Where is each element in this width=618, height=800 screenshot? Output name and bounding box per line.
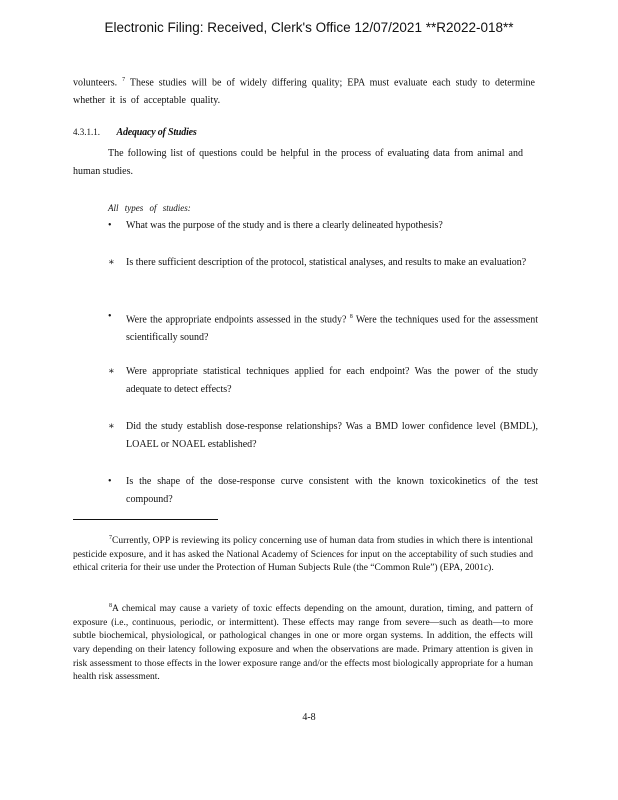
bullet-mark: • [108, 476, 112, 487]
list-item [108, 473, 538, 509]
footnote-8-text: A chemical may cause a variety of toxic effects depending on the amount, duration, timing, and pattern of exposure (i.e., continuous, periodic, or intermittent). These effects may range from severe—such as death—to more subtle biochemical, physiological, or pathological changes in one or more organ systems. In addition, the effects will vary depending on their latency following exposure and when the observations are made. Primary attention is given in risk assessment to those effects in the lower exposure range and/or the effects most biologically appropriate for a human health risk assessment. [73, 604, 533, 683]
footnote-8-marker: 8 [109, 603, 112, 609]
list-item-text: Did the study establish dose-response relationships? Was a BMD lower confidence level (BMDL), LOAEL or NOAEL established? [126, 421, 538, 450]
bullet-mark: ∗ [108, 366, 115, 377]
list-item-text-after: Were the techniques used for the assessment scientifically sound? [126, 314, 539, 344]
list-item-text [126, 308, 538, 347]
list-item-text-before: Were the appropriate endpoints assessed in the study? [126, 314, 347, 326]
section-heading [73, 127, 197, 138]
bullet-mark: • [108, 220, 112, 231]
list-item [108, 363, 538, 399]
list-item [108, 418, 538, 454]
list-item [108, 254, 538, 272]
footnote-divider [73, 519, 218, 520]
footnote-7-marker: 7 [109, 535, 112, 541]
list-item-text: Is the shape of the dose-response curve consistent with the known toxicokinetics of the test compound? [126, 476, 538, 505]
list-item [108, 217, 538, 235]
footnote-7 [73, 532, 533, 576]
intro-text-after: These studies will be of widely differing quality; EPA must evaluate each study to determine whether it is of acceptable quality. [73, 77, 535, 107]
list-item-text: Were appropriate statistical techniques applied for each endpoint? Was the power of the study adequate to detect effects? [126, 366, 538, 395]
bullet-mark: ∗ [108, 257, 115, 268]
footnote-ref-8: 8 [349, 314, 353, 320]
list-item [108, 308, 538, 347]
filing-stamp-header: Electronic Filing: Received, Clerk's Office 12/07/2021 **R2022-018** [104, 20, 514, 35]
list-item-text: Is there sufficient description of the protocol, statistical analyses, and results to make an evaluation? [126, 257, 527, 268]
intro-paragraph [73, 71, 535, 110]
list-label: All types of studies: [108, 203, 191, 213]
section-title: Adequacy of Studies [116, 127, 197, 138]
footnote-ref-7: 7 [122, 77, 126, 83]
bullet-mark: ∗ [108, 421, 115, 432]
footnote-7-text: Currently, OPP is reviewing its policy concerning use of human data from studies in which there is intentional pesticide exposure, and it has asked the National Academy of Sciences for input on the acceptability of such studies and ethical criteria for their use under the Protection of Human Subjects Rule (the “Common Rule”) (EPA, 2001c). [73, 536, 533, 574]
lead-paragraph: The following list of questions could be helpful in the process of evaluating data from animal and human studies. [73, 148, 523, 177]
list-item-text: What was the purpose of the study and is there a clearly delineated hypothesis? [126, 220, 443, 231]
page-number: 4-8 [302, 712, 316, 723]
bullet-mark: • [108, 311, 112, 322]
section-number: 4.3.1.1. [73, 127, 100, 137]
footnote-8 [73, 600, 533, 685]
intro-text-before: volunteers. [73, 77, 118, 89]
